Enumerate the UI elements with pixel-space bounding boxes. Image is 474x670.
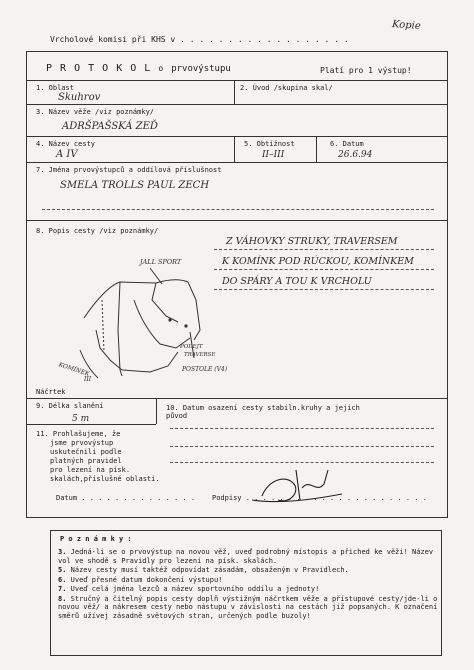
sketch-label-right-1: PODEJT xyxy=(180,344,203,350)
sketch-label-right-2: TRAVERSE xyxy=(184,352,216,358)
note-text: Stručný a čitelný popis cesty doplň výstižným náčrtkem věže a přístupové cesty/jde-li o novou věž/ a nákresem cesty nebo nástupu v závislosti na cestách již popsaných. K označení směrů užívej zásadně světových stran, určených podle buzoly! xyxy=(58,594,438,620)
note-number: 6. xyxy=(58,575,67,584)
field-obtiznost-value: II–III xyxy=(262,150,285,160)
kopie-stamp: Kopie xyxy=(391,19,422,32)
field-jmena-value: SMELA TROLLS PAUL ZECH xyxy=(60,180,210,191)
popis-line-2: K KOMÍNK POD RÚCKOU, KOMÍNKEM xyxy=(222,256,414,267)
field-oblast-value: Skuhrov xyxy=(58,92,101,103)
podpisy-label: Podpisy xyxy=(212,494,242,502)
declaration-line-3: uskutečnili podle xyxy=(50,448,122,456)
field-cesta-value: A IV xyxy=(56,149,78,160)
popis-line-1: Z VÁHOVKY STRUKY, TRAVERSEM xyxy=(226,236,398,247)
podpisy-line xyxy=(212,494,427,502)
sketch-label-top: JALL SPORT xyxy=(140,258,182,266)
podpisy-dots: . . . . . . . . . . . . . . . . . . . . . . xyxy=(245,494,427,502)
field-popis-label: 8. Popis cesty /viz poznámky/ xyxy=(36,227,159,235)
field-vez-value: ADRŠPAŠSKÁ ZEĎ xyxy=(62,121,158,132)
field-slaneni-value: 5 m xyxy=(72,414,90,424)
sketch-label-right-3: POSTOLE (V4) xyxy=(182,366,228,373)
note-number: 3. xyxy=(58,548,67,556)
note-text: Uveď celá jména lezců a název sportovního oddílu a jednoty! xyxy=(70,585,320,593)
field-datum-value: 26.6.94 xyxy=(338,150,373,160)
declaration-line-6: skalách,příslušné oblasti. xyxy=(50,475,160,483)
protocol-subject: prvovýstupu xyxy=(171,64,231,74)
note-item xyxy=(58,585,438,594)
note-item xyxy=(58,566,438,575)
datum-line xyxy=(56,494,195,502)
note-text: Uveď přesné datum dokončení výstupu! xyxy=(70,575,223,584)
sketch-label-left-2: III xyxy=(84,376,92,383)
declaration-line-2: jsme prvovýstup xyxy=(50,439,114,447)
field-vez-label: 3. Název věže /viz poznámky/ xyxy=(36,108,155,116)
sketch-label-left: KOMÍNEK xyxy=(57,361,91,378)
note-number: 8. xyxy=(58,594,67,603)
field-jmena-label: 7. Jména prvovýstupců a oddílová příslušnost xyxy=(36,166,222,174)
field-osazeni-label: 10. Datum osazení cesty stabiln.kruhy a jejich původ xyxy=(166,404,360,420)
note-item xyxy=(58,576,438,585)
notes-title: P o z n á m k y : xyxy=(60,535,132,543)
field-uvod-label: 2. Úvod /skupina skal/ xyxy=(240,84,333,92)
field-oblast-label: 1. Oblast xyxy=(36,84,74,92)
declaration-line-5: pro lezení na písk. xyxy=(50,466,131,474)
declaration-line-1: 11. Prohlašujeme, že xyxy=(36,430,121,438)
declaration-line-4: platných pravidel xyxy=(50,457,122,465)
note-text: Název cesty musí taktéž odpovídat zásadám, obsaženým v Pravidlech. xyxy=(70,566,349,574)
field-obtiznost-label: 5. Obtížnost xyxy=(244,140,295,148)
note-number: 7. xyxy=(58,585,67,593)
protocol-o: o xyxy=(158,64,165,73)
komise-dots: . . . . . . . . . . . . . . . . . . xyxy=(180,35,349,44)
note-item xyxy=(58,548,438,565)
valid-note: Platí pro 1 výstup! xyxy=(320,66,412,75)
note-item xyxy=(58,595,438,621)
field-slaneni-label: 9. Délka slanění xyxy=(36,402,104,410)
field-cesta-label: 4. Název cesty xyxy=(36,140,96,148)
note-text: Jedná-li se o prvovýstup na novou věž, uveď podrobný místopis a přiched ke věži! Název vol ve shodě s Pravidly pro lezení na písk. skalách. xyxy=(58,548,434,565)
datum-label: Datum xyxy=(56,494,78,502)
note-number: 5. xyxy=(58,566,67,574)
popis-line-3: DO SPÁRY A TOU K VRCHOLU xyxy=(222,276,372,287)
datum-dots: . . . . . . . . . . . . . . xyxy=(81,494,196,502)
nacrtek-label: Náčrtek xyxy=(36,388,66,396)
protocol-word: P R O T O K O L xyxy=(46,63,152,74)
notes-list xyxy=(58,548,438,621)
field-datum-label: 6. Datum xyxy=(330,140,364,148)
komise-label: Vrcholové komisi při KHS v xyxy=(50,35,176,44)
